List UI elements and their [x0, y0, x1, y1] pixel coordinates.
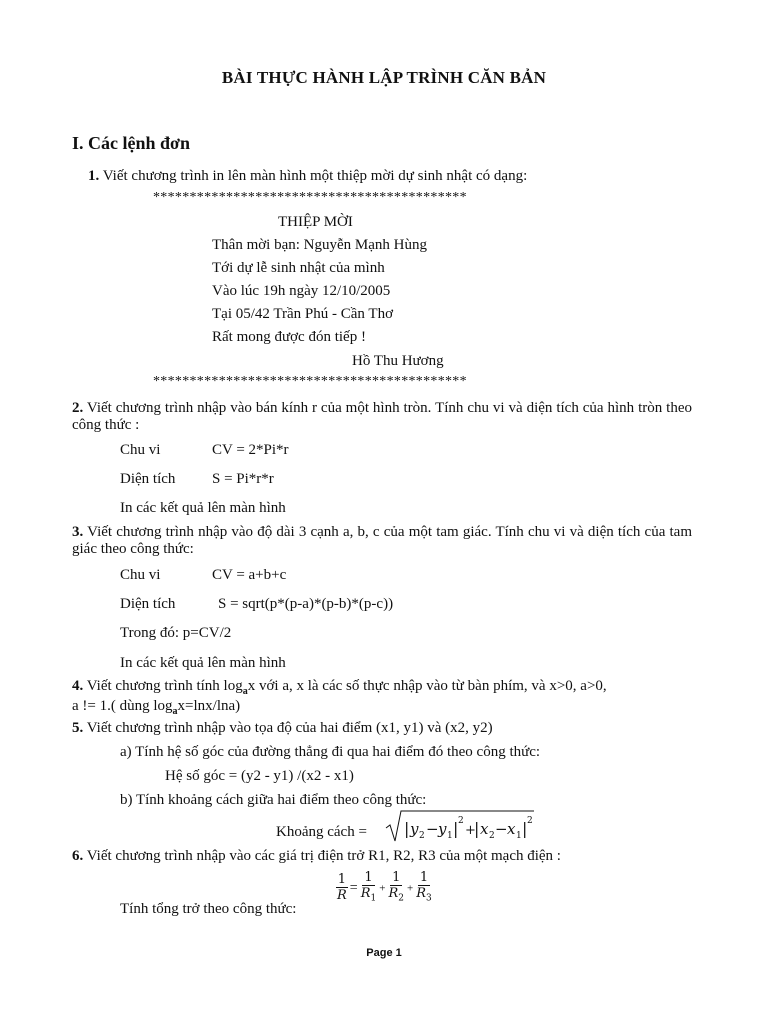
svg-text:1: 1	[516, 831, 522, 841]
formula-label: Chu vi	[120, 442, 161, 458]
exercise-text: a != 1.( dùng log	[72, 698, 173, 714]
card-line-1: Thân mời bạn: Nguyễn Mạnh Hùng	[212, 237, 427, 253]
page-title: BÀI THỰC HÀNH LẬP TRÌNH CĂN BẢN	[221, 68, 547, 87]
card-line-4: Tại 05/42 Trần Phú - Cần Thơ	[212, 306, 393, 322]
exercise-5	[72, 720, 493, 737]
exercise-text: Viết chương trình tính log	[86, 678, 243, 694]
resistance-formula: $\frac{1}{R}$ = $\frac{1}{R_1}$ + $\frac{1}{R_2}$ + $\frac{1}{R_3}$	[334, 870, 435, 907]
card-line-2: Tới dự lễ sinh nhật của mình	[212, 260, 385, 276]
log-base: a	[242, 686, 248, 697]
exercise-text: Viết chương trình nhập vào độ dài 3 cạnh a, b, c của một tam giác. Tính chu vi và diện tích của tam giác theo công thức:	[72, 524, 692, 557]
formula-label: Chu vi	[120, 567, 161, 583]
distance-formula	[384, 808, 536, 849]
exercise-number: 2.	[72, 400, 84, 416]
fraction: $\frac{1}{R_2}$	[388, 870, 404, 904]
exercise-number: 3.	[72, 524, 84, 540]
card-line-3: Vào lúc 19h ngày 12/10/2005	[212, 283, 391, 299]
svg-text:2: 2	[527, 816, 533, 826]
card-signature: Hồ Thu Hương	[352, 353, 444, 369]
svg-text:|: |	[453, 819, 459, 838]
svg-text:y: y	[410, 820, 419, 838]
fraction: $\frac{1}{R_1}$	[360, 870, 377, 904]
svg-text:2: 2	[489, 831, 495, 841]
exercise-text: Viết chương trình nhập vào bán kính r của một hình tròn. Tính chu vi và diện tích của hình tròn theo công thức :	[72, 400, 692, 433]
svg-text:2: 2	[419, 831, 425, 841]
exercise-text-cont: x với a, x là các số thực nhập vào từ bàn phím, và x>0, a>0,	[247, 678, 607, 694]
formula-expression: S = sqrt(p*(p-a)*(p-b)*(p-c))	[218, 596, 394, 612]
exercise-6	[72, 848, 561, 865]
page-number: Page 1	[366, 947, 402, 959]
exercise-note: In các kết quả lên màn hình	[120, 655, 286, 671]
exercise-4	[72, 678, 607, 697]
exercise-1	[88, 168, 527, 185]
exercise-number: 6.	[72, 848, 84, 864]
exercise-4-line-2	[72, 698, 240, 717]
log-base: a	[172, 706, 178, 717]
formula-label: Diện tích	[120, 596, 176, 612]
svg-text:+: +	[465, 823, 476, 838]
svg-text:y: y	[438, 820, 447, 838]
exercise-2	[72, 400, 692, 434]
fraction: $\frac{1}{R_3}$	[416, 870, 432, 904]
svg-text:2: 2	[458, 816, 464, 826]
stars-bottom: *******************************************	[153, 374, 467, 389]
svg-text:|: |	[474, 819, 480, 838]
formula-label: Tính tổng trở theo công thức:	[120, 901, 297, 917]
svg-text:|: |	[522, 819, 528, 838]
svg-text:x: x	[480, 820, 489, 838]
card-title: THIỆP MỜI	[278, 214, 353, 230]
exercise-number: 4.	[72, 678, 84, 694]
exercise-text: Viết chương trình nhập vào các giá trị điện trở R1, R2, R3 của một mạch điện :	[86, 848, 561, 864]
formula-expression: S = Pi*r*r	[212, 471, 274, 487]
svg-text:−: −	[495, 820, 508, 838]
section-heading: I. Các lệnh đơn	[72, 133, 190, 153]
slope-formula: Hệ số góc = (y2 - y1) /(x2 - x1)	[165, 768, 354, 784]
fraction: $\frac{1}{R}$	[337, 872, 347, 904]
exercise-text-cont: x=lnx/lna)	[177, 698, 241, 714]
exercise-note: In các kết quả lên màn hình	[120, 500, 286, 516]
exercise-text: Viết chương trình in lên màn hình một thiệp mời dự sinh nhật có dạng:	[102, 168, 528, 184]
formula-where: Trong đó: p=CV/2	[120, 625, 232, 641]
stars-top: *******************************************	[153, 190, 467, 205]
formula-expression: CV = 2*Pi*r	[212, 442, 289, 458]
exercise-number: 1.	[88, 168, 100, 184]
exercise-3	[72, 524, 692, 558]
distance-label: Khoảng cách =	[276, 824, 367, 840]
svg-text:|: |	[404, 819, 410, 838]
sqrt-formula-graphic	[384, 808, 536, 844]
subtask-b: b) Tính khoảng cách giữa hai điểm theo công thức:	[120, 792, 427, 808]
formula-expression: CV = a+b+c	[212, 567, 287, 583]
svg-text:x: x	[507, 820, 516, 838]
svg-text:−: −	[426, 820, 439, 838]
exercise-text: Viết chương trình nhập vào tọa độ của hai điểm (x1, y1) và (x2, y2)	[86, 720, 493, 736]
svg-text:1: 1	[447, 831, 453, 841]
exercise-number: 5.	[72, 720, 84, 736]
subtask-a: a) Tính hệ số góc của đường thẳng đi qua hai điểm đó theo công thức:	[120, 744, 541, 760]
formula-label: Diện tích	[120, 471, 176, 487]
card-line-5: Rất mong được đón tiếp !	[212, 329, 366, 345]
